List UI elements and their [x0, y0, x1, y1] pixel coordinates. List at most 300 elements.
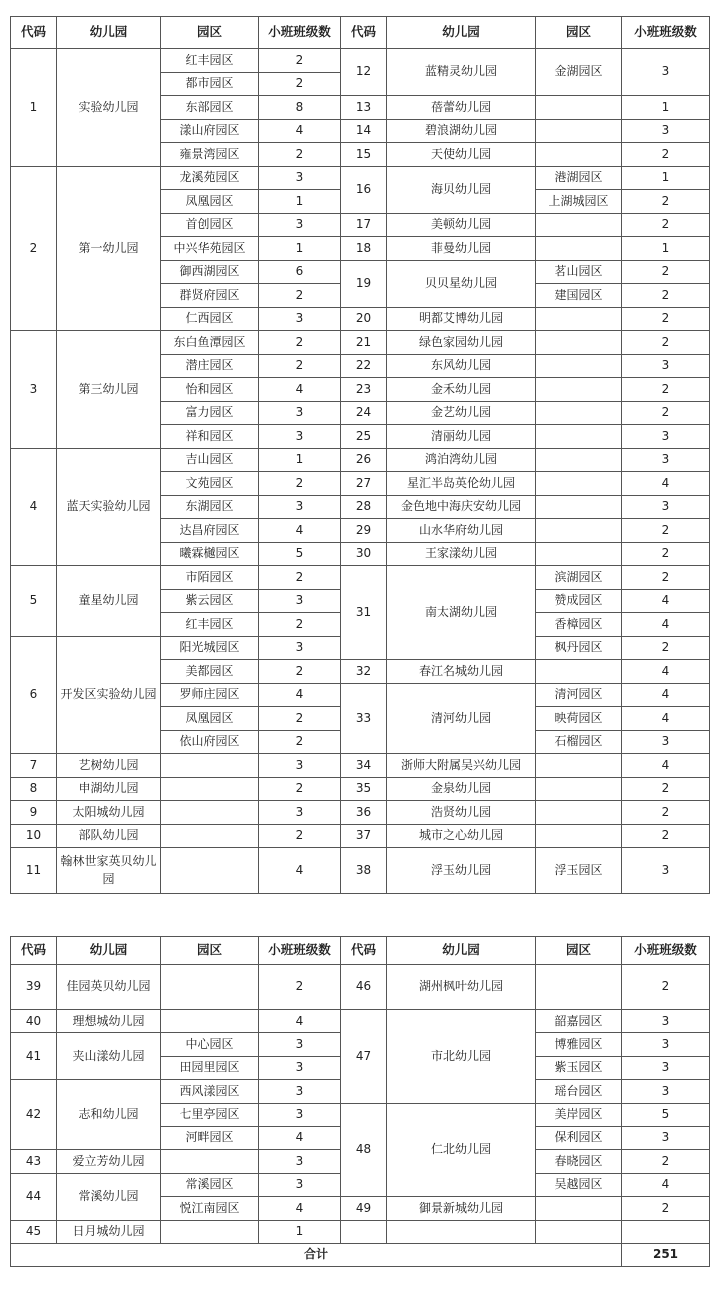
campus-cell: 都市园区 — [161, 72, 259, 96]
kindergarten-cell: 山水华府幼儿园 — [387, 519, 536, 543]
kindergarten-cell: 艺树幼儿园 — [57, 754, 161, 778]
code-cell: 27 — [341, 472, 387, 496]
campus-cell: 常溪园区 — [161, 1173, 259, 1196]
campus-cell: 达昌府园区 — [161, 519, 259, 543]
campus-cell — [536, 754, 622, 778]
classes-cell: 3 — [622, 1126, 710, 1149]
classes-cell: 3 — [622, 1033, 710, 1056]
campus-cell — [536, 401, 622, 425]
kindergarten-cell: 佳园英贝幼儿园 — [57, 965, 161, 1010]
campus-cell: 漾山府园区 — [161, 119, 259, 143]
campus-cell: 清河园区 — [536, 683, 622, 707]
campus-cell: 凤凰园区 — [161, 190, 259, 214]
table-row — [11, 166, 710, 190]
header-kindergarten: 幼儿园 — [57, 17, 161, 49]
kindergarten-cell: 绿色家园幼儿园 — [387, 331, 536, 355]
classes-cell: 4 — [259, 378, 341, 402]
code-cell: 20 — [341, 307, 387, 331]
classes-cell: 2 — [259, 472, 341, 496]
code-cell: 3 — [11, 331, 57, 449]
header-campus: 园区 — [161, 17, 259, 49]
code-cell: 39 — [11, 965, 57, 1010]
kindergarten-cell: 志和幼儿园 — [57, 1080, 161, 1150]
campus-cell — [536, 448, 622, 472]
campus-cell — [161, 1010, 259, 1033]
campus-cell — [161, 754, 259, 778]
classes-cell: 2 — [622, 378, 710, 402]
table-row — [11, 965, 710, 1010]
classes-cell: 3 — [259, 754, 341, 778]
classes-cell: 3 — [259, 1080, 341, 1103]
classes-cell: 4 — [259, 519, 341, 543]
campus-cell: 东湖园区 — [161, 495, 259, 519]
classes-cell: 2 — [622, 824, 710, 848]
campus-cell: 龙溪苑园区 — [161, 166, 259, 190]
classes-cell: 3 — [259, 401, 341, 425]
classes-cell: 3 — [622, 495, 710, 519]
code-cell: 36 — [341, 801, 387, 825]
campus-cell — [536, 519, 622, 543]
code-cell: 33 — [341, 683, 387, 754]
kindergarten-cell: 明都艾博幼儿园 — [387, 307, 536, 331]
kindergarten-cell: 实验幼儿园 — [57, 49, 161, 167]
classes-cell: 3 — [259, 1103, 341, 1126]
campus-cell — [161, 824, 259, 848]
table-row — [11, 1220, 710, 1243]
classes-cell: 8 — [259, 96, 341, 120]
campus-cell: 依山府园区 — [161, 730, 259, 754]
kindergarten-cell: 童星幼儿园 — [57, 566, 161, 637]
classes-cell: 2 — [259, 730, 341, 754]
campus-cell — [161, 777, 259, 801]
code-cell: 41 — [11, 1033, 57, 1080]
kindergarten-cell: 浙师大附属吴兴幼儿园 — [387, 754, 536, 778]
code-cell: 2 — [11, 166, 57, 331]
code-cell: 38 — [341, 848, 387, 894]
classes-cell: 2 — [622, 542, 710, 566]
header-campus: 园区 — [536, 937, 622, 965]
classes-cell: 2 — [259, 660, 341, 684]
header-kindergarten: 幼儿园 — [387, 937, 536, 965]
campus-cell: 吉山园区 — [161, 448, 259, 472]
classes-cell: 4 — [259, 683, 341, 707]
classes-cell: 1 — [622, 166, 710, 190]
kindergarten-cell: 爱立芳幼儿园 — [57, 1150, 161, 1173]
classes-cell: 2 — [622, 307, 710, 331]
code-cell: 37 — [341, 824, 387, 848]
code-cell: 18 — [341, 237, 387, 261]
kindergarten-cell: 南太湖幼儿园 — [387, 566, 536, 660]
campus-cell — [536, 331, 622, 355]
classes-cell: 4 — [259, 1197, 341, 1220]
classes-cell: 3 — [259, 213, 341, 237]
campus-cell: 田园里园区 — [161, 1056, 259, 1079]
campus-cell: 浮玉园区 — [536, 848, 622, 894]
kindergarten-cell: 东风幼儿园 — [387, 354, 536, 378]
code-cell: 15 — [341, 143, 387, 167]
classes-cell: 3 — [259, 307, 341, 331]
kindergarten-cell: 菲曼幼儿园 — [387, 237, 536, 261]
campus-cell: 港湖园区 — [536, 166, 622, 190]
classes-cell: 4 — [259, 1126, 341, 1149]
header-code: 代码 — [341, 17, 387, 49]
code-cell: 34 — [341, 754, 387, 778]
kindergarten-cell: 蓓蕾幼儿园 — [387, 96, 536, 120]
code-cell: 32 — [341, 660, 387, 684]
campus-cell: 香樟园区 — [536, 613, 622, 637]
campus-cell: 凤凰园区 — [161, 707, 259, 731]
classes-cell: 2 — [622, 519, 710, 543]
classes-cell: 3 — [622, 848, 710, 894]
campus-cell: 金湖园区 — [536, 49, 622, 96]
table-header-row — [11, 937, 710, 965]
code-cell: 43 — [11, 1150, 57, 1173]
classes-cell: 2 — [622, 636, 710, 660]
classes-cell: 2 — [259, 331, 341, 355]
total-row — [11, 1243, 710, 1266]
classes-cell: 3 — [259, 1150, 341, 1173]
campus-cell: 文苑园区 — [161, 472, 259, 496]
kindergarten-cell: 海贝幼儿园 — [387, 166, 536, 213]
classes-cell: 2 — [622, 190, 710, 214]
campus-cell: 东白鱼潭园区 — [161, 331, 259, 355]
campus-cell — [536, 119, 622, 143]
kindergarten-cell: 碧浪湖幼儿园 — [387, 119, 536, 143]
kindergarten-cell: 贝贝星幼儿园 — [387, 260, 536, 307]
code-cell: 25 — [341, 425, 387, 449]
classes-cell: 2 — [622, 1197, 710, 1220]
classes-cell: 2 — [622, 401, 710, 425]
header-kindergarten: 幼儿园 — [387, 17, 536, 49]
campus-cell: 吴越园区 — [536, 1173, 622, 1196]
code-cell: 13 — [341, 96, 387, 120]
campus-cell: 春晓园区 — [536, 1150, 622, 1173]
code-cell: 19 — [341, 260, 387, 307]
campus-cell: 怡和园区 — [161, 378, 259, 402]
campus-cell — [536, 1197, 622, 1220]
table-row — [11, 848, 710, 894]
header-classes: 小班班级数 — [622, 17, 710, 49]
classes-cell: 4 — [622, 613, 710, 637]
code-cell: 42 — [11, 1080, 57, 1150]
campus-cell — [161, 965, 259, 1010]
campus-cell: 滨湖园区 — [536, 566, 622, 590]
campus-cell: 悦江南园区 — [161, 1197, 259, 1220]
campus-cell: 枫丹园区 — [536, 636, 622, 660]
code-cell: 5 — [11, 566, 57, 637]
classes-cell: 6 — [259, 260, 341, 284]
campus-cell — [536, 354, 622, 378]
classes-cell: 2 — [259, 613, 341, 637]
campus-cell: 罗师庄园区 — [161, 683, 259, 707]
classes-cell: 3 — [259, 166, 341, 190]
classes-cell: 1 — [259, 237, 341, 261]
header-code: 代码 — [11, 17, 57, 49]
kindergarten-cell: 仁北幼儿园 — [387, 1103, 536, 1197]
code-cell: 46 — [341, 965, 387, 1010]
campus-cell — [536, 213, 622, 237]
classes-cell: 3 — [259, 589, 341, 613]
campus-cell — [161, 1150, 259, 1173]
campus-cell: 曦霖樾园区 — [161, 542, 259, 566]
classes-cell: 2 — [622, 331, 710, 355]
classes-cell: 3 — [259, 1033, 341, 1056]
classes-cell: 3 — [622, 119, 710, 143]
header-classes: 小班班级数 — [622, 937, 710, 965]
classes-cell: 2 — [259, 284, 341, 308]
classes-cell: 2 — [259, 965, 341, 1010]
campus-cell — [536, 824, 622, 848]
campus-cell: 仁西园区 — [161, 307, 259, 331]
campus-cell: 美岸园区 — [536, 1103, 622, 1126]
code-cell: 9 — [11, 801, 57, 825]
code-cell: 44 — [11, 1173, 57, 1220]
campus-cell: 市陌园区 — [161, 566, 259, 590]
code-cell: 4 — [11, 448, 57, 566]
classes-cell: 3 — [259, 801, 341, 825]
classes-cell: 3 — [622, 1080, 710, 1103]
classes-cell: 3 — [259, 425, 341, 449]
campus-cell — [161, 801, 259, 825]
campus-cell — [536, 495, 622, 519]
code-cell: 24 — [341, 401, 387, 425]
kindergarten-cell: 美顿幼儿园 — [387, 213, 536, 237]
code-cell: 30 — [341, 542, 387, 566]
classes-cell: 2 — [622, 965, 710, 1010]
header-kindergarten: 幼儿园 — [57, 937, 161, 965]
kindergarten-cell: 日月城幼儿园 — [57, 1220, 161, 1243]
classes-cell: 3 — [259, 636, 341, 660]
classes-cell: 5 — [622, 1103, 710, 1126]
code-cell: 14 — [341, 119, 387, 143]
total-label: 合计 — [11, 1243, 622, 1266]
campus-cell: 石榴园区 — [536, 730, 622, 754]
kindergarten-cell: 金禾幼儿园 — [387, 378, 536, 402]
classes-cell: 3 — [622, 425, 710, 449]
campus-cell: 雍景湾园区 — [161, 143, 259, 167]
code-cell: 7 — [11, 754, 57, 778]
campus-cell — [536, 143, 622, 167]
code-cell — [341, 1220, 387, 1243]
classes-cell: 1 — [622, 237, 710, 261]
classes-cell: 3 — [622, 354, 710, 378]
classes-cell: 4 — [622, 589, 710, 613]
kindergarten-cell: 城市之心幼儿园 — [387, 824, 536, 848]
classes-cell — [622, 1220, 710, 1243]
classes-cell: 1 — [622, 96, 710, 120]
code-cell: 26 — [341, 448, 387, 472]
campus-cell — [536, 237, 622, 261]
classes-cell: 2 — [622, 777, 710, 801]
table-row — [11, 331, 710, 355]
classes-cell: 2 — [259, 143, 341, 167]
classes-cell: 4 — [622, 1173, 710, 1196]
kindergarten-cell: 蓝精灵幼儿园 — [387, 49, 536, 96]
classes-cell: 4 — [622, 707, 710, 731]
header-campus: 园区 — [536, 17, 622, 49]
campus-cell: 博雅园区 — [536, 1033, 622, 1056]
campus-cell: 群贤府园区 — [161, 284, 259, 308]
campus-cell — [536, 660, 622, 684]
campus-cell: 保利园区 — [536, 1126, 622, 1149]
campus-cell — [536, 1220, 622, 1243]
kindergarten-cell: 浮玉幼儿园 — [387, 848, 536, 894]
classes-cell: 5 — [259, 542, 341, 566]
code-cell: 40 — [11, 1010, 57, 1033]
campus-cell: 红丰园区 — [161, 49, 259, 73]
campus-cell: 韶嘉园区 — [536, 1010, 622, 1033]
campus-cell: 红丰园区 — [161, 613, 259, 637]
classes-cell: 2 — [259, 707, 341, 731]
campus-cell: 西风漾园区 — [161, 1080, 259, 1103]
classes-cell: 2 — [259, 777, 341, 801]
campus-cell: 建国园区 — [536, 284, 622, 308]
classes-cell: 3 — [259, 1173, 341, 1196]
classes-cell: 4 — [622, 754, 710, 778]
classes-cell: 4 — [622, 683, 710, 707]
code-cell: 22 — [341, 354, 387, 378]
classes-cell: 2 — [622, 284, 710, 308]
kindergarten-cell: 清河幼儿园 — [387, 683, 536, 754]
code-cell: 28 — [341, 495, 387, 519]
campus-cell — [536, 472, 622, 496]
campus-cell — [536, 542, 622, 566]
campus-cell: 东部园区 — [161, 96, 259, 120]
campus-cell — [536, 801, 622, 825]
campus-cell — [161, 848, 259, 894]
kindergarten-cell: 第一幼儿园 — [57, 166, 161, 331]
kindergarten-cell: 金泉幼儿园 — [387, 777, 536, 801]
table-row — [11, 566, 710, 590]
campus-cell: 首创园区 — [161, 213, 259, 237]
classes-cell: 3 — [259, 1056, 341, 1079]
table-row — [11, 777, 710, 801]
kindergarten-cell: 蓝天实验幼儿园 — [57, 448, 161, 566]
kindergarten-cell: 御景新城幼儿园 — [387, 1197, 536, 1220]
table-row — [11, 448, 710, 472]
campus-cell: 中兴华苑园区 — [161, 237, 259, 261]
campus-cell: 紫云园区 — [161, 589, 259, 613]
campus-cell — [536, 307, 622, 331]
kindergarten-cell: 春江名城幼儿园 — [387, 660, 536, 684]
code-cell: 16 — [341, 166, 387, 213]
kindergarten-cell: 鸿泊湾幼儿园 — [387, 448, 536, 472]
kindergarten-cell: 翰林世家英贝幼儿园 — [57, 848, 161, 894]
kindergarten-cell: 湖州枫叶幼儿园 — [387, 965, 536, 1010]
header-campus: 园区 — [161, 937, 259, 965]
kindergarten-cell: 王家漾幼儿园 — [387, 542, 536, 566]
campus-cell: 茗山园区 — [536, 260, 622, 284]
header-code: 代码 — [11, 937, 57, 965]
code-cell: 47 — [341, 1010, 387, 1104]
code-cell: 17 — [341, 213, 387, 237]
campus-cell: 富力园区 — [161, 401, 259, 425]
classes-cell: 2 — [259, 49, 341, 73]
classes-cell: 3 — [622, 448, 710, 472]
code-cell: 8 — [11, 777, 57, 801]
campus-cell: 赞成园区 — [536, 589, 622, 613]
classes-cell: 3 — [622, 49, 710, 96]
campus-cell — [536, 777, 622, 801]
code-cell: 1 — [11, 49, 57, 167]
table-row — [11, 754, 710, 778]
kindergarten-cell: 市北幼儿园 — [387, 1010, 536, 1104]
kindergarten-cell: 申湖幼儿园 — [57, 777, 161, 801]
table-row — [11, 801, 710, 825]
table-row — [11, 824, 710, 848]
code-cell: 35 — [341, 777, 387, 801]
kindergarten-table-2 — [10, 936, 710, 1267]
code-cell: 6 — [11, 636, 57, 754]
header-classes: 小班班级数 — [259, 937, 341, 965]
classes-cell: 3 — [622, 730, 710, 754]
kindergarten-cell: 星汇半岛英伦幼儿园 — [387, 472, 536, 496]
campus-cell: 七里亭园区 — [161, 1103, 259, 1126]
classes-cell: 4 — [259, 848, 341, 894]
kindergarten-cell: 常溪幼儿园 — [57, 1173, 161, 1220]
kindergarten-cell: 清丽幼儿园 — [387, 425, 536, 449]
classes-cell: 2 — [259, 824, 341, 848]
header-code: 代码 — [341, 937, 387, 965]
classes-cell: 2 — [259, 72, 341, 96]
campus-cell: 中心园区 — [161, 1033, 259, 1056]
kindergarten-cell: 金艺幼儿园 — [387, 401, 536, 425]
campus-cell: 河畔园区 — [161, 1126, 259, 1149]
classes-cell: 4 — [259, 119, 341, 143]
kindergarten-cell: 浩贤幼儿园 — [387, 801, 536, 825]
classes-cell: 2 — [622, 801, 710, 825]
classes-cell: 1 — [259, 190, 341, 214]
kindergarten-cell: 太阳城幼儿园 — [57, 801, 161, 825]
kindergarten-cell: 开发区实验幼儿园 — [57, 636, 161, 754]
kindergarten-cell — [387, 1220, 536, 1243]
campus-cell: 祥和园区 — [161, 425, 259, 449]
kindergarten-cell: 金色地中海庆安幼儿园 — [387, 495, 536, 519]
campus-cell: 紫玉园区 — [536, 1056, 622, 1079]
campus-cell: 瑶台园区 — [536, 1080, 622, 1103]
campus-cell — [536, 425, 622, 449]
classes-cell: 3 — [622, 1056, 710, 1079]
code-cell: 10 — [11, 824, 57, 848]
kindergarten-cell: 夹山漾幼儿园 — [57, 1033, 161, 1080]
classes-cell: 4 — [622, 472, 710, 496]
code-cell: 45 — [11, 1220, 57, 1243]
kindergarten-cell: 部队幼儿园 — [57, 824, 161, 848]
classes-cell: 3 — [622, 1010, 710, 1033]
kindergarten-cell: 理想城幼儿园 — [57, 1010, 161, 1033]
campus-cell: 映荷园区 — [536, 707, 622, 731]
code-cell: 23 — [341, 378, 387, 402]
campus-cell — [536, 96, 622, 120]
campus-cell — [536, 378, 622, 402]
classes-cell: 2 — [622, 566, 710, 590]
campus-cell: 上湖城园区 — [536, 190, 622, 214]
code-cell: 49 — [341, 1197, 387, 1220]
campus-cell: 潜庄园区 — [161, 354, 259, 378]
code-cell: 29 — [341, 519, 387, 543]
classes-cell: 1 — [259, 448, 341, 472]
kindergarten-cell: 天使幼儿园 — [387, 143, 536, 167]
code-cell: 31 — [341, 566, 387, 660]
campus-cell — [161, 1220, 259, 1243]
campus-cell — [536, 965, 622, 1010]
classes-cell: 4 — [259, 1010, 341, 1033]
classes-cell: 3 — [259, 495, 341, 519]
classes-cell: 2 — [622, 143, 710, 167]
classes-cell: 4 — [622, 660, 710, 684]
kindergarten-cell: 第三幼儿园 — [57, 331, 161, 449]
campus-cell: 美都园区 — [161, 660, 259, 684]
